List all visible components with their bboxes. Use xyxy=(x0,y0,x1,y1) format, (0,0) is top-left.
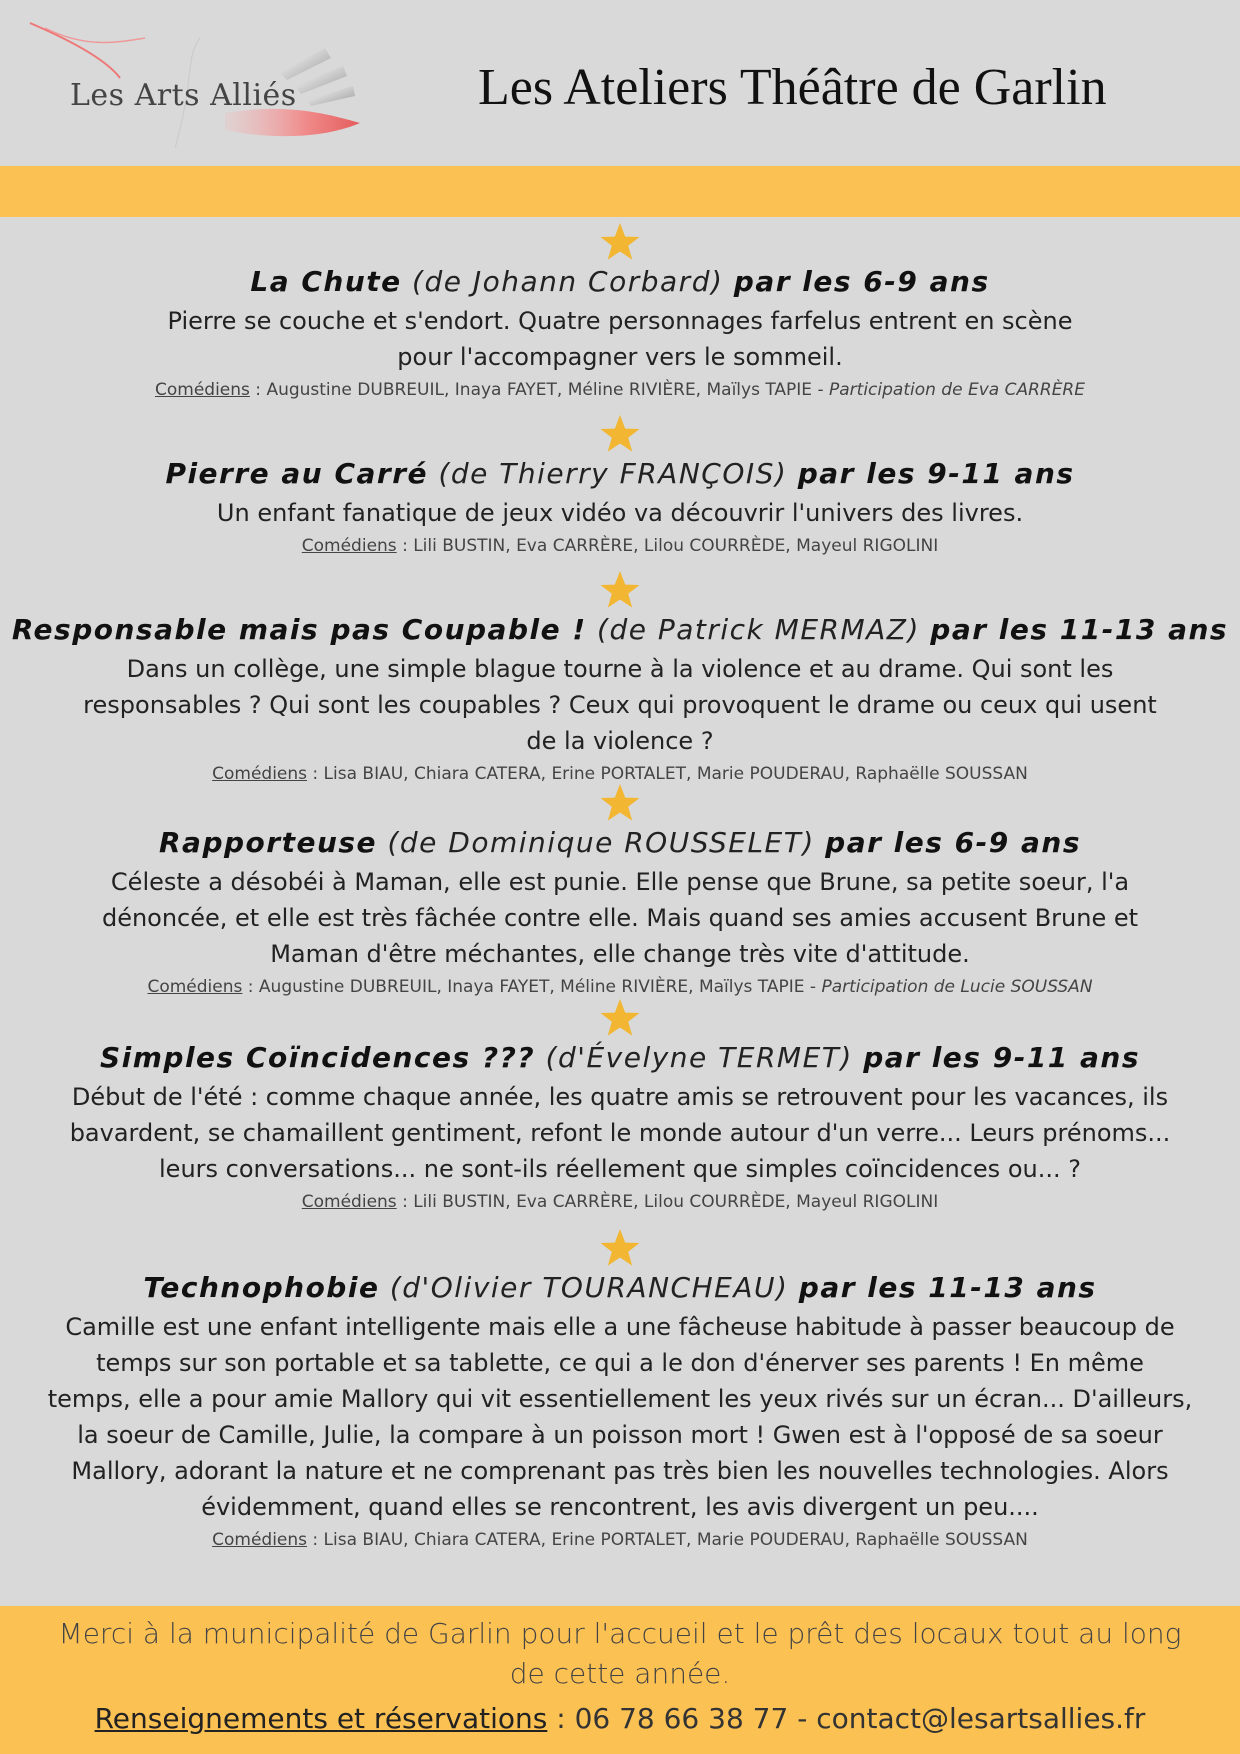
play-name: Technophobie xyxy=(143,1271,380,1304)
footer-contact xyxy=(0,1702,1240,1735)
star-icon xyxy=(599,569,641,611)
play-description xyxy=(0,495,1240,531)
cast-names: : Lisa BIAU, Chiara CATERA, Erine PORTALET, Marie POUDERAU, Raphaëlle SOUSSAN xyxy=(307,764,1028,784)
header xyxy=(0,0,1240,166)
play-author: (d'Olivier TOURANCHEAU) xyxy=(389,1271,789,1304)
play-cast xyxy=(0,1527,1240,1553)
play-cast xyxy=(0,1189,1240,1215)
top-band xyxy=(0,166,1240,217)
description-line: Début de l'été : comme chaque année, les quatre amis se retrouvent pour les vacances, ils xyxy=(71,1083,1169,1111)
play-item xyxy=(0,997,1240,1215)
star-icon xyxy=(599,221,641,263)
play-age: par les 9-11 ans xyxy=(863,1041,1141,1074)
description-line: responsables ? Qui sont les coupables ? Ceux qui provoquent le drame ou ceux qui usent xyxy=(83,691,1157,719)
play-age: par les 9-11 ans xyxy=(797,457,1075,490)
footer-thanks xyxy=(0,1614,1240,1694)
description-line: temps, elle a pour amie Mallory qui vit essentiellement les yeux rivés sur un écran... D'ailleurs, xyxy=(47,1385,1193,1413)
play-title xyxy=(0,455,1240,493)
cast-names: : Lili BUSTIN, Eva CARRÈRE, Lilou COURRÈDE, Mayeul RIGOLINI xyxy=(396,1192,939,1212)
play-title xyxy=(0,611,1240,649)
cast-label: Comédiens xyxy=(301,1192,397,1212)
play-name: Simples Coïncidences ??? xyxy=(99,1041,536,1074)
description-line: Pierre se couche et s'endort. Quatre personnages farfelus entrent en scène xyxy=(167,307,1073,335)
play-title xyxy=(0,263,1240,301)
play-description xyxy=(0,651,1240,759)
play-author: (de Johann Corbard) xyxy=(412,265,724,298)
footer xyxy=(0,1606,1240,1754)
cast-label: Comédiens xyxy=(147,977,243,997)
play-description xyxy=(0,303,1240,375)
thanks-line: Merci à la municipalité de Garlin pour l'accueil et le prêt des locaux tout au long xyxy=(58,1617,1182,1650)
cast-label: Comédiens xyxy=(301,536,397,556)
play-item xyxy=(0,1227,1240,1553)
play-item xyxy=(0,782,1240,1000)
star-icon xyxy=(599,997,641,1039)
cast-names: : Lili BUSTIN, Eva CARRÈRE, Lilou COURRÈDE, Mayeul RIGOLINI xyxy=(396,536,939,556)
cast-label: Comédiens xyxy=(212,1530,308,1550)
thanks-line: de cette année. xyxy=(509,1657,731,1690)
play-name: Rapporteuse xyxy=(159,826,378,859)
cast-participation: Participation de Lucie SOUSSAN xyxy=(821,977,1093,997)
description-line: temps sur son portable et sa tablette, ce qui a le don d'énerver ses parents ! En même xyxy=(96,1349,1144,1377)
play-age: par les 6-9 ans xyxy=(825,826,1081,859)
play-title xyxy=(0,824,1240,862)
play-title xyxy=(0,1039,1240,1077)
description-line: leurs conversations... ne sont-ils réellement que simples coïncidences ou... ? xyxy=(159,1155,1081,1183)
play-description xyxy=(0,864,1240,972)
description-line: évidemment, quand elles se rencontrent, les avis divergent un peu.... xyxy=(201,1493,1039,1521)
description-line: bavardent, se chamaillent gentiment, refont le monde autour d'un verre... Leurs prénoms... xyxy=(69,1119,1171,1147)
star-icon xyxy=(599,782,641,824)
cast-participation: Participation de Eva CARRÈRE xyxy=(829,380,1085,400)
description-line: pour l'accompagner vers le sommeil. xyxy=(397,343,843,371)
play-name: Responsable mais pas Coupable ! xyxy=(11,613,587,646)
logo xyxy=(25,18,405,158)
page-title: Les Ateliers Théâtre de Garlin xyxy=(478,59,1107,116)
star-icon xyxy=(599,1227,641,1269)
play-cast xyxy=(0,533,1240,559)
star-icon xyxy=(599,413,641,455)
cast-label: Comédiens xyxy=(155,380,250,400)
cast-names: : Lisa BIAU, Chiara CATERA, Erine PORTALET, Marie POUDERAU, Raphaëlle SOUSSAN xyxy=(307,1530,1028,1550)
contact-label: Renseignements et réservations xyxy=(94,1702,548,1735)
play-name: La Chute xyxy=(250,265,402,298)
play-description xyxy=(0,1309,1240,1525)
play-item xyxy=(0,413,1240,559)
description-line: Mallory, adorant la nature et ne comprenant pas très bien les nouvelles technologies. Alors xyxy=(71,1457,1169,1485)
play-description xyxy=(0,1079,1240,1187)
play-author: (d'Évelyne TERMET) xyxy=(545,1041,853,1074)
play-cast xyxy=(0,377,1240,403)
logo-text: Les Arts Alliés xyxy=(70,78,297,113)
description-line: de la violence ? xyxy=(526,727,714,755)
cast-names: : Augustine DUBREUIL, Inaya FAYET, Méline RIVIÈRE, Maïlys TAPIE - xyxy=(249,380,829,400)
play-author: (de Thierry FRANÇOIS) xyxy=(438,457,788,490)
description-line: la soeur de Camille, Julie, la compare à un poisson mort ! Gwen est à l'opposé de sa soeur xyxy=(77,1421,1163,1449)
description-line: Dans un collège, une simple blague tourne à la violence et au drame. Qui sont les xyxy=(126,655,1114,683)
contact-details[interactable]: : 06 78 66 38 77 - contact@lesartsallies.fr xyxy=(547,1702,1146,1735)
cast-names: : Augustine DUBREUIL, Inaya FAYET, Méline RIVIÈRE, Maïlys TAPIE - xyxy=(242,977,822,997)
description-line: Un enfant fanatique de jeux vidéo va découvrir l'univers des livres. xyxy=(216,499,1024,527)
play-age: par les 11-13 ans xyxy=(930,613,1229,646)
play-age: par les 6-9 ans xyxy=(733,265,990,298)
play-author: (de Patrick MERMAZ) xyxy=(597,613,920,646)
cast-label: Comédiens xyxy=(212,764,308,784)
description-line: dénoncée, et elle est très fâchée contre elle. Mais quand ses amies accusent Brune et xyxy=(101,904,1139,932)
play-item xyxy=(0,569,1240,787)
play-name: Pierre au Carré xyxy=(165,457,429,490)
play-author: (de Dominique ROUSSELET) xyxy=(387,826,815,859)
play-title xyxy=(0,1269,1240,1307)
description-line: Camille est une enfant intelligente mais elle a une fâcheuse habitude à passer beaucoup de xyxy=(65,1313,1175,1341)
description-line: Céleste a désobéi à Maman, elle est punie. Elle pense que Brune, sa petite soeur, l'a xyxy=(110,868,1130,896)
play-item xyxy=(0,221,1240,403)
play-age: par les 11-13 ans xyxy=(798,1271,1097,1304)
description-line: Maman d'être méchantes, elle change très vite d'attitude. xyxy=(270,940,970,968)
